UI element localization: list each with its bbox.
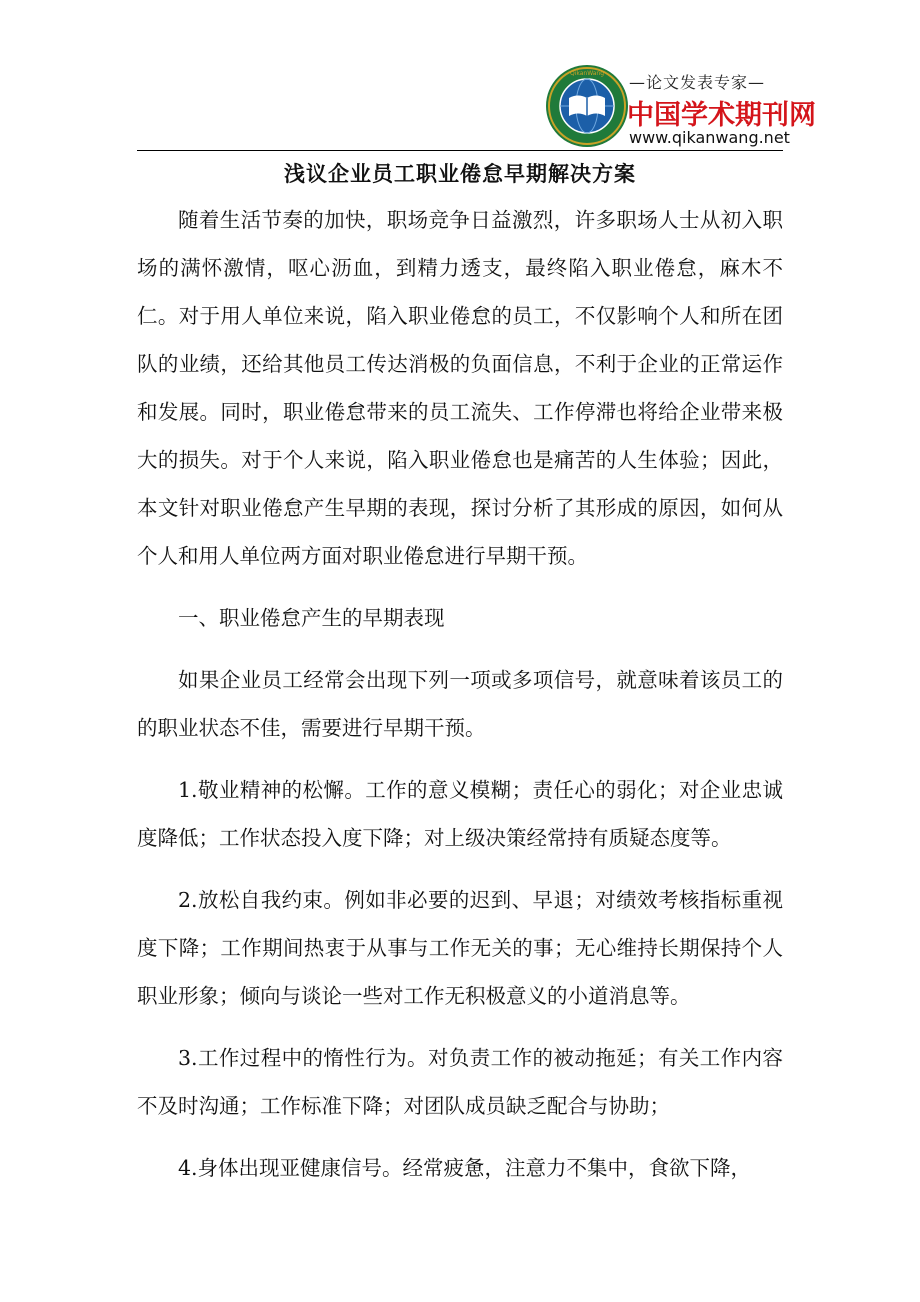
list-item: 2.放松自我约束。例如非必要的迟到、早退；对绩效考核指标重视度下降；工作期间热衷于从事与工作无关的事；无心维持长期保持个人职业形象；倾向与谈论一些对工作无积极意义的小道消息等。: [137, 888, 783, 1008]
list-item: 1.敬业精神的松懈。工作的意义模糊；责任心的弱化；对企业忠诚度降低；工作状态投入度下降；对上级决策经常持有质疑态度等。: [137, 778, 783, 850]
logo-tagline: —论文发表专家—: [629, 73, 766, 92]
list-item: 4.身体出现亚健康信号。经常疲惫，注意力不集中，食欲下降，: [178, 1156, 752, 1180]
list-item: 3.工作过程中的惰性行为。对负责工作的被动拖延；有关工作内容不及时沟通；工作标准下降；对团队成员缺乏配合与协助；: [137, 1046, 783, 1118]
document-body: [137, 196, 783, 1206]
logo-url: www.qikanwang.net: [629, 128, 790, 147]
emblem-ring-text: QikanWang: [569, 70, 605, 77]
qikanwang-book-globe-icon: [545, 64, 629, 148]
header-divider: [137, 150, 783, 151]
section-intro-paragraph: 如果企业员工经常会出现下列一项或多项信号，就意味着该员工的的职业状态不佳，需要进行早期干预。: [137, 668, 783, 740]
intro-paragraph: 随着生活节奏的加快，职场竞争日益激烈，许多职场人士从初入职场的满怀激情，呕心沥血，到精力透支，最终陷入职业倦怠，麻木不仁。对于用人单位来说，陷入职业倦怠的员工，不仅影响个人和所在团队的业绩，还给其他员工传达消极的负面信息，不利于企业的正常运作和发展。同时，职业倦怠带来的员工流失、工作停滞也将给企业带来极大的损失。对于个人来说，陷入职业倦怠也是痛苦的人生体验；因此，本文针对职业倦怠产生早期的表现，探讨分析了其形成的原因，如何从个人和用人单位两方面对职业倦怠进行早期干预。: [137, 208, 783, 568]
section-heading: 一、职业倦怠产生的早期表现: [178, 606, 445, 630]
document-title: 浅议企业员工职业倦怠早期解决方案: [284, 161, 636, 186]
site-header: [137, 62, 816, 150]
logo-brand: 中国学术期刊网: [627, 100, 816, 131]
